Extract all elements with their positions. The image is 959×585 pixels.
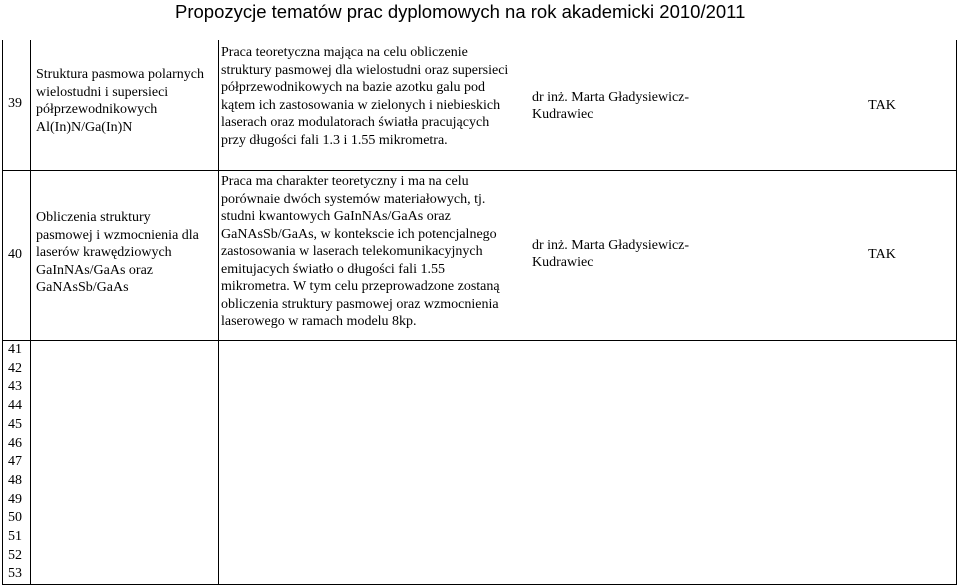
description-line: kątem ich zastosowania w zielonych i niebieskich (221, 97, 501, 113)
description-line: przy długości fali 1.3 i 1.55 mikrometra. (221, 132, 448, 148)
availability-cell: TAK (868, 247, 896, 262)
row-number: 42 (8, 360, 22, 376)
description-line: półprzewodnikowych na bazie azotku galu pod (221, 80, 485, 95)
description-line: mikrometra. W tym celu przeprowadzone zostaną (221, 279, 500, 294)
supervisor-line: Kudrawiec (532, 107, 594, 122)
description-line: Praca teoretyczna mająca na celu obliczenie (221, 45, 468, 60)
topic-line: półprzewodnikowych (36, 102, 158, 117)
description-line: laserach oraz modulatorach światła pracujących (221, 115, 490, 130)
topic-line: Struktura pasmowa polarnych (36, 67, 204, 82)
row-divider-39-40 (2, 170, 957, 171)
page-title: Propozycje tematów prac dyplomowych na rok akademicki 2010/2011 (175, 1, 746, 22)
row-number: 43 (8, 379, 22, 395)
description-line: emitujacych światło o długości fali 1.55 (221, 261, 445, 277)
row-number: 47 (8, 454, 22, 470)
row-divider-40-41 (2, 340, 957, 341)
description-line: porównaie dwóch systemów materiałowych, tj. (221, 191, 486, 207)
description-line: laserowego w ramach modelu 8kp. (221, 314, 417, 329)
row-number: 50 (8, 510, 22, 526)
row-number: 40 (8, 247, 22, 262)
row-number: 53 (8, 566, 22, 582)
description-line: obliczenia struktury pasmowej oraz wzmocnienia (221, 296, 499, 312)
column-divider-number (30, 40, 31, 585)
table-right-border (956, 40, 957, 585)
description-line: struktury pasmowej dla wielostudni oraz supersieci (221, 62, 509, 78)
supervisor-cell (532, 237, 712, 271)
column-divider-topic (218, 40, 219, 585)
topic-line: Obliczenia struktury (36, 210, 151, 225)
topic-line: Al(In)N/Ga(In)N (36, 119, 133, 135)
supervisor-line: Kudrawiec (532, 255, 594, 270)
topic-line: GaNAsSb/GaAs (36, 280, 129, 295)
topic-line: wielostudni i supersieci (36, 84, 169, 100)
availability-cell: TAK (868, 98, 896, 113)
description-cell (221, 173, 531, 331)
description-line: GaNAsSb/GaAs, w kontekscie ich potencjalnego (221, 226, 497, 242)
row-number: 44 (8, 398, 22, 414)
topic-line: GaInNAs/GaAs oraz (36, 262, 154, 278)
row-number: 49 (8, 491, 22, 507)
description-cell (221, 44, 531, 149)
row-number: 46 (8, 435, 22, 451)
topic-line: pasmowej i wzmocnienia dla (36, 227, 199, 243)
row-number: 41 (8, 342, 22, 357)
row-number: 51 (8, 529, 22, 544)
supervisor-cell (532, 89, 712, 123)
description-line: studni kwantowych GaInNAs/GaAs oraz (221, 209, 451, 224)
row-number: 45 (8, 416, 22, 432)
row-number: 52 (8, 547, 22, 563)
supervisor-line: dr inż. Marta Gładysiewicz- (532, 238, 690, 253)
description-line: Praca ma charakter teoretyczny i ma na celu (221, 174, 469, 189)
topic-cell (36, 209, 218, 297)
row-number: 39 (8, 96, 22, 111)
row-number: 48 (8, 472, 22, 488)
description-line: zastosowania w laserach telekomunikacyjnych (221, 244, 483, 259)
topic-cell (36, 66, 218, 136)
topic-line: laserów krawędziowych (36, 245, 172, 260)
supervisor-line: dr inż. Marta Gładysiewicz- (532, 90, 690, 105)
